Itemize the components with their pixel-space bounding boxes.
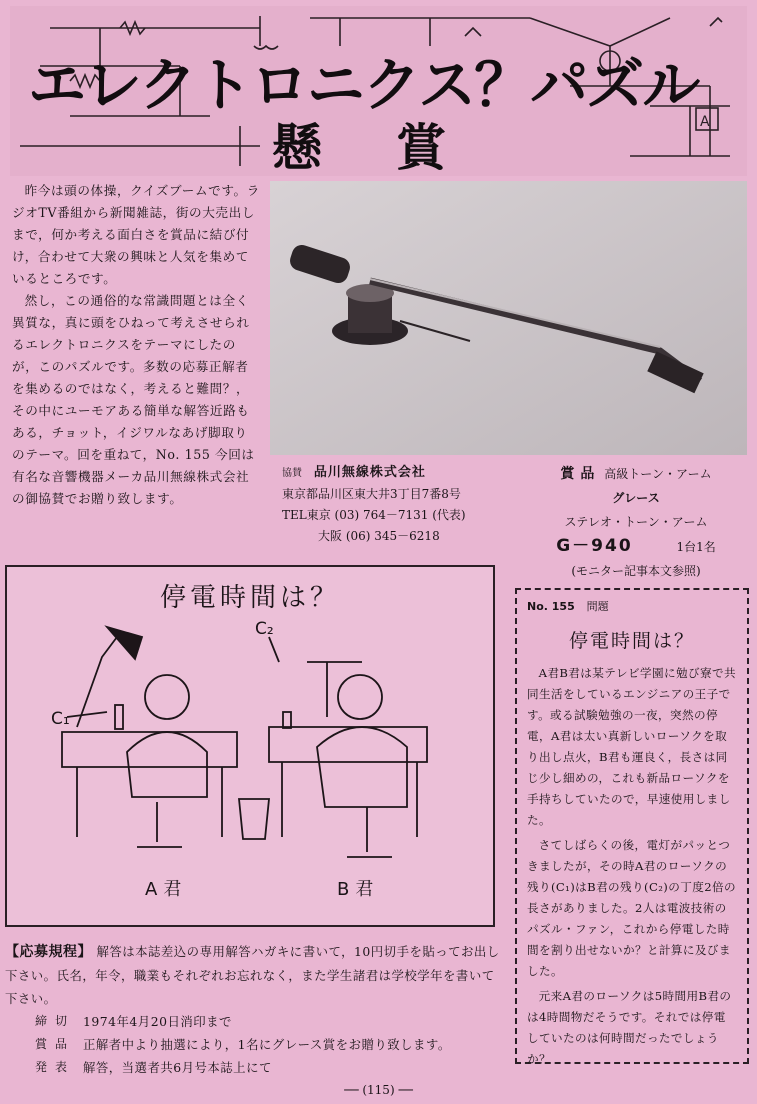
study-scene-drawing	[7, 567, 493, 925]
problem-title: 停電時間は？	[568, 630, 695, 652]
prize-heading: 懸賞	[272, 119, 520, 177]
prize-block	[522, 462, 750, 583]
rules-row	[5, 1056, 500, 1079]
problem-box	[515, 588, 749, 1064]
sponsor-block	[282, 462, 517, 547]
b-kun-label: B君	[337, 879, 380, 900]
prize-qty: 1台1名	[676, 540, 716, 554]
prize-brand: グレース	[612, 491, 660, 505]
sponsor-label: 協賛	[282, 468, 302, 479]
prize-desc: 高級トーン・アーム	[604, 467, 712, 481]
svg-text:A: A	[700, 114, 710, 130]
prize-label: 賞品	[560, 466, 601, 482]
problem-label: 問題	[586, 600, 609, 613]
problem-paragraph: 元来A君のローソクは5時間用B君のは4時間物だそうです。それでは停電していたのは何時間だったでしょうか？	[527, 989, 732, 1066]
problem-body	[527, 663, 737, 1070]
problem-paragraph: さてしばらくの後，電灯がパッとつきましたが，その時A君のローソクの残り(C₁)はB君の残り(C₂)の丁度2倍の長さがありました。2人は電波技術のパズル・ファン，これから停電した時間を割り出せないか？と計算に及びました。	[527, 838, 736, 978]
illustration-box	[5, 565, 495, 927]
rules-row	[5, 1033, 500, 1056]
tonearm-image	[270, 181, 747, 455]
page-number: ── (115) ──	[344, 1083, 413, 1097]
rules-row	[5, 1010, 500, 1033]
prize-note: (モニター記事本文参照)	[571, 564, 701, 578]
a-kun-label: A君	[145, 879, 188, 900]
rules-value: 正解者中より抽選により，1名にグレース賞をお贈り致します。	[83, 1037, 451, 1052]
c1-label: C₁	[51, 709, 70, 729]
problem-number: No. 155	[527, 600, 575, 613]
page-title: エレクトロニクス？パズル	[28, 51, 699, 119]
sponsor-tel: TEL東京 (03) 764－7131 (代表)	[282, 508, 466, 522]
rules-key: 発表	[35, 1060, 76, 1074]
rules-key: 賞品	[35, 1037, 76, 1051]
intro-paragraph: 然し，この通俗的な常識問題とは全く異質な，真に頭をひねって考えさせられるエレクトロニクスをテーマにしたのが，このパズルです。多数の応募正解者を集めるのではなく，考えると難問？，その中にユーモアある簡単な解答近路もある，チョット，イジワルなあげ脚取りのテーマ。回を重ねて，No. 155 今回は有名な音響機器メーカ品川無線株式会社の御協賛でお贈り致します。	[12, 293, 255, 506]
prize-model: G－940	[556, 536, 633, 556]
rules-heading: 【応募規程】	[5, 944, 92, 960]
rules-key: 締切	[35, 1014, 76, 1028]
title-banner	[10, 6, 747, 176]
illustration-title: 停電時間は？	[159, 583, 340, 613]
rules-text: 解答は本誌差込の専用解答ハガキに書いて，10円切手を貼ってお出し下さい。氏名，年令，職業もそれぞれお忘れなく，また学生諸君は学校学年を書いて下さい。	[5, 944, 500, 1006]
tonearm-photo	[270, 181, 747, 455]
intro-text	[12, 180, 260, 510]
prize-type: ステレオ・トーン・アーム	[564, 515, 708, 529]
c2-label: C₂	[255, 619, 274, 639]
sponsor-company: 品川無線株式会社	[313, 465, 426, 480]
entry-rules	[5, 940, 500, 1079]
rules-value: 解答，当選者共6月号本誌上にて	[83, 1060, 272, 1075]
rules-value: 1974年4月20日消印まで	[83, 1014, 232, 1029]
sponsor-osaka: 大阪 (06) 345－6218	[318, 529, 440, 543]
intro-paragraph: 昨今は頭の体操，クイズブームです。ラジオTV番組から新聞雑誌，街の大売出しまで，何か考える面白さを賞品に結び付け，合わせて大衆の興味と人気を集めているところです。	[12, 183, 260, 286]
sponsor-address: 東京都品川区東大井3丁目7番8号	[282, 487, 461, 501]
problem-header	[527, 598, 737, 614]
problem-paragraph: A君B君は某テレビ学園に勉び寮で共同生活をしているエンジニアの王子です。或る試験勉強の一夜，突然の停電，A君は太い真新しいローソクを取り出し点火，B君も運良く，長さは同じ少し細めの，これも新品ローソクを手持ちしていたので，早速使用しました。	[527, 666, 736, 827]
